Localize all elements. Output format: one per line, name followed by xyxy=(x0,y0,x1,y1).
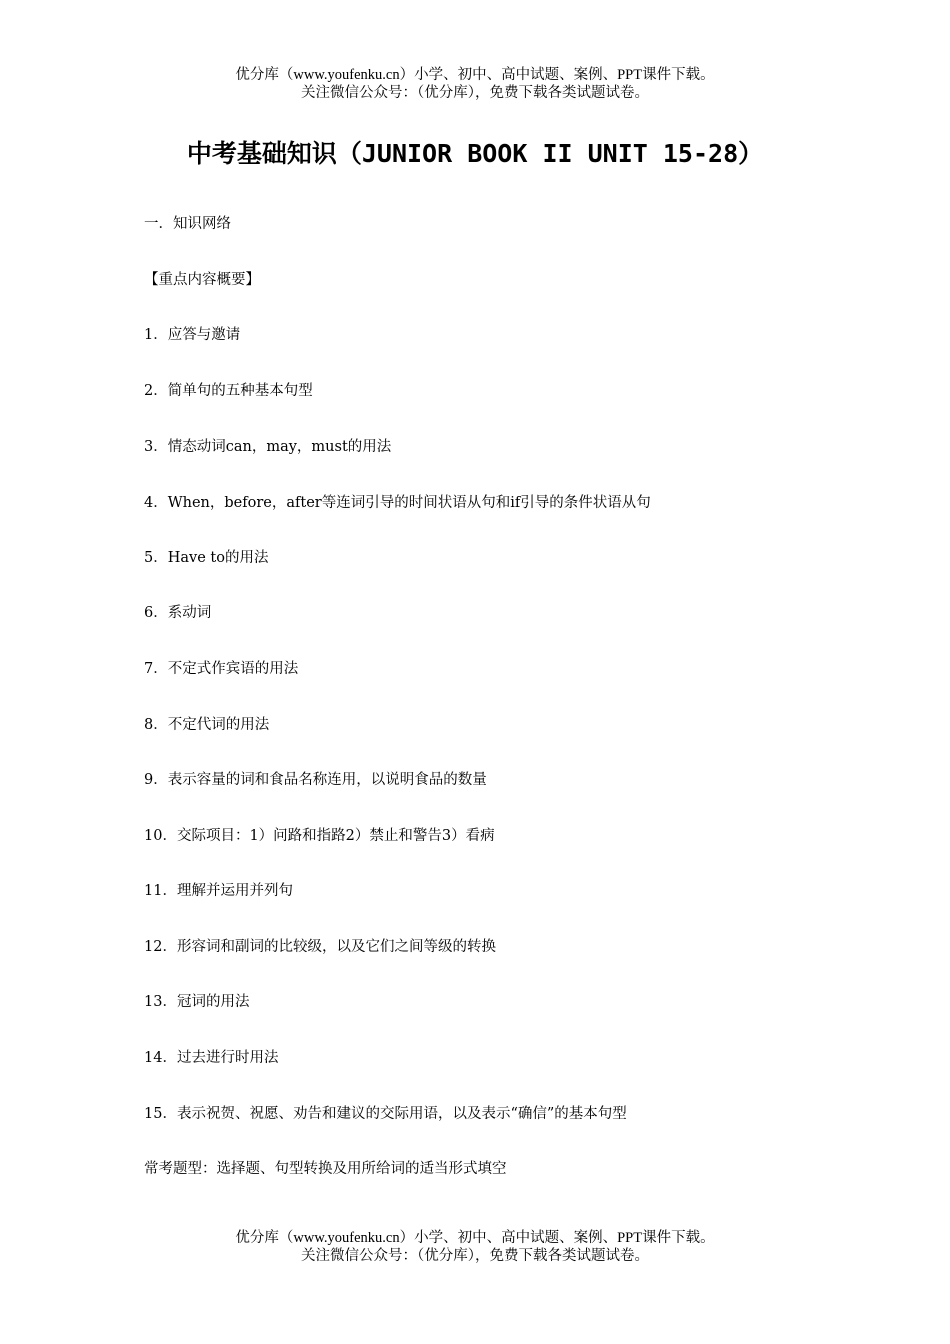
header-banner-line-2: 关注微信公众号：（优分库），免费下载各类试题试卷。 xyxy=(301,85,649,101)
outline-item: 7．不定式作宾语的用法 xyxy=(144,661,299,677)
page-title: 中考基础知识（JUNIOR BOOK II UNIT 15-28） xyxy=(186,139,764,168)
outline-item: 12．形容词和副词的比较级，以及它们之间等级的转换 xyxy=(144,939,496,955)
outline-item: 11．理解并运用并列句 xyxy=(144,883,293,899)
outline-item: 15．表示祝贺、祝愿、劝告和建议的交际用语，以及表示“确信”的基本句型 xyxy=(144,1106,627,1122)
exam-types-note: 常考题型：选择题、句型转换及用所给词的适当形式填空 xyxy=(144,1161,507,1177)
section-heading: 一．知识网络 xyxy=(144,216,231,232)
footer-banner xyxy=(0,1229,950,1265)
outline-item: 3．情态动词can，may，must的用法 xyxy=(144,439,392,455)
outline-item: 14．过去进行时用法 xyxy=(144,1050,279,1066)
outline-item: 4．When，before，after等连词引导的时间状语从句和if引导的条件状语从句 xyxy=(144,495,651,511)
outline-item: 6．系动词 xyxy=(144,605,212,621)
header-banner xyxy=(0,66,950,102)
outline-item: 8．不定代词的用法 xyxy=(144,717,270,733)
outline-item: 9．表示容量的词和食品名称连用，以说明食品的数量 xyxy=(144,772,487,788)
footer-banner-line-1: 优分库（www.youfenku.cn）小学、初中、高中试题、案例、PPT课件下载。 xyxy=(235,1230,715,1246)
outline-item: 2．简单句的五种基本句型 xyxy=(144,383,313,399)
summary-heading: 【重点内容概要】 xyxy=(144,272,260,288)
footer-banner-line-2: 关注微信公众号：（优分库），免费下载各类试题试卷。 xyxy=(301,1248,649,1264)
outline-item: 5．Have to的用法 xyxy=(144,550,269,566)
outline-item: 13．冠词的用法 xyxy=(144,994,250,1010)
outline-item: 1．应答与邀请 xyxy=(144,327,241,343)
outline-item: 10．交际项目：1）问路和指路2）禁止和警告3）看病 xyxy=(144,828,495,844)
header-banner-line-1: 优分库（www.youfenku.cn）小学、初中、高中试题、案例、PPT课件下载。 xyxy=(235,67,715,83)
